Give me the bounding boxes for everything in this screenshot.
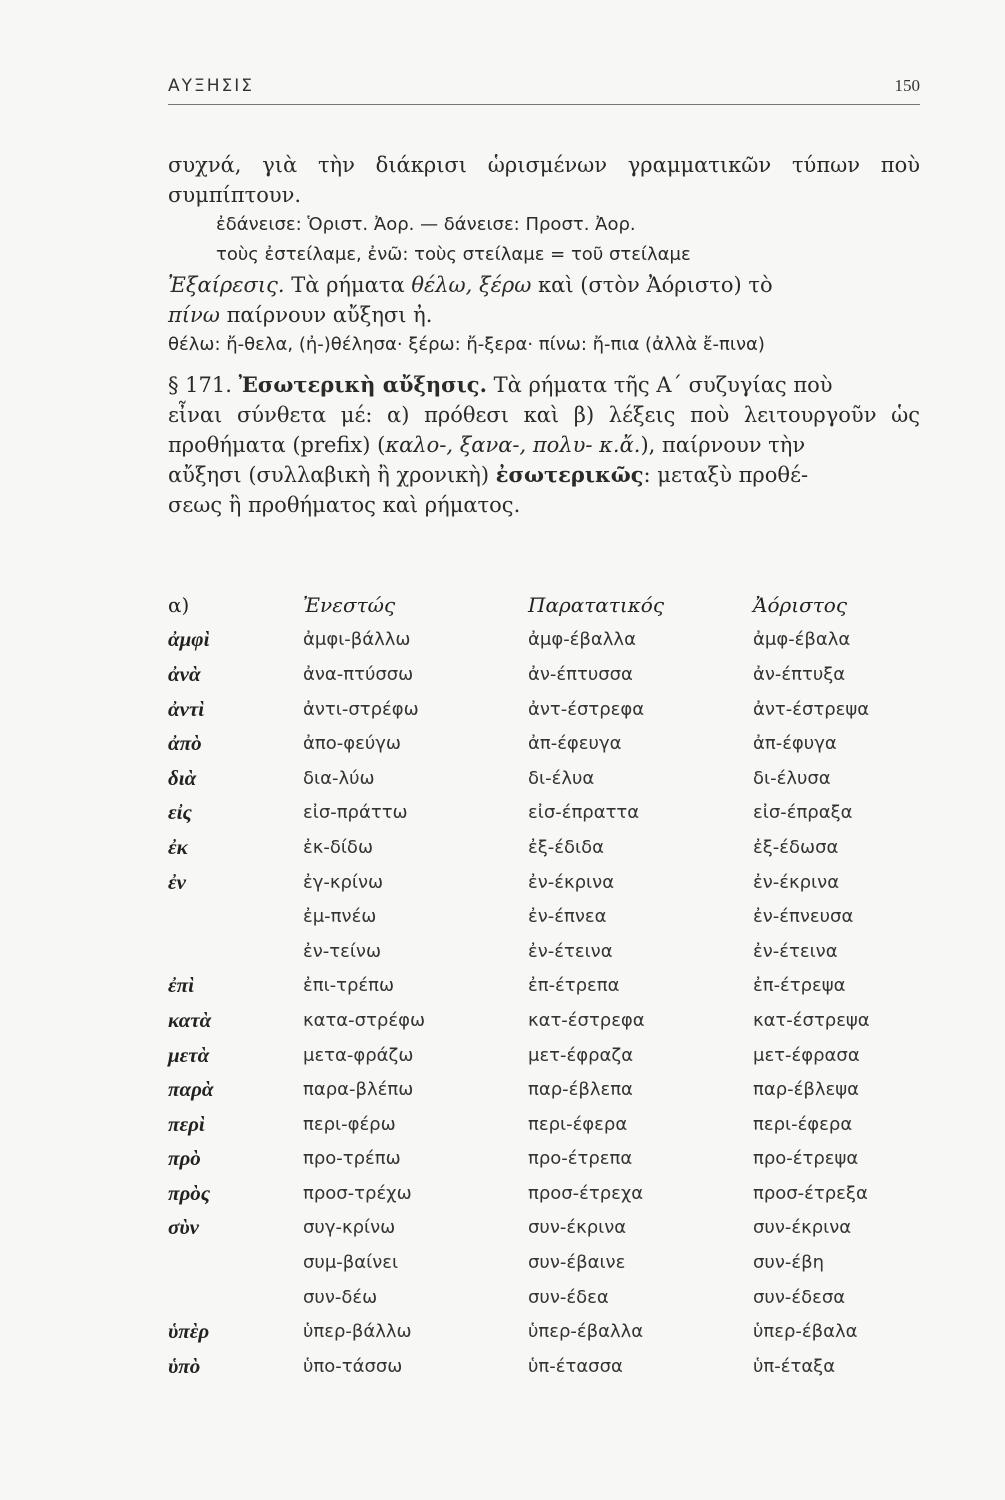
aorist-form-cell: συν-έβη — [753, 1252, 824, 1274]
table-row — [168, 726, 920, 761]
table-row — [168, 657, 920, 692]
verb-thelo: θέλω, — [411, 273, 473, 297]
table-row — [168, 1107, 920, 1142]
aorist-form-cell: μετ-έφρασα — [753, 1044, 860, 1066]
section-171-line-5: σεως ἢ προθήματος καὶ ρήματος. — [168, 493, 521, 517]
imperfect-form-cell: συν-έκρινα — [528, 1217, 627, 1239]
page-number: 150 — [894, 76, 920, 95]
table-row — [168, 865, 920, 900]
present-header: Ἐνεστώς — [303, 593, 396, 618]
section-171-line-3 — [168, 430, 920, 460]
preposition-cell: εἰς — [168, 800, 192, 825]
exceptions-forms: θέλω: ἤ-θελα, (ἠ-)θέλησα· ξέρω: ἤ-ξερα· πίνω: ἤ-πια (ἀλλὰ ἔ-πινα) — [168, 334, 765, 355]
table-label-header: α) — [168, 593, 190, 618]
preposition-cell: ἀπὸ — [168, 731, 202, 756]
present-form-cell: μετα-φράζω — [303, 1044, 414, 1066]
preposition-cell: ἀνὰ — [168, 661, 201, 686]
aorist-form-cell: περι-έφερα — [753, 1113, 853, 1135]
table-row — [168, 1245, 920, 1280]
imperfect-form-cell: μετ-έφραζα — [528, 1044, 634, 1066]
exceptions-text-2: καὶ (στὸν Ἀόριστο) τὸ — [538, 273, 773, 297]
preposition-cell: ὑπὲρ — [168, 1319, 210, 1344]
aorist-form-cell: ἐξ-έδωσα — [753, 836, 839, 858]
table-row — [168, 1314, 920, 1349]
aorist-form-cell: ὑπερ-έβαλα — [753, 1321, 858, 1343]
example-line-1: ἐδάνεισε: Ὁριστ. Ἀορ. — δάνεισε: Προστ. Ἀορ. — [216, 214, 636, 235]
present-form-cell: δια-λύω — [303, 767, 375, 789]
intro-line-2: συμπίπτουν. — [168, 183, 302, 207]
section-171-line-4 — [168, 460, 920, 490]
preposition-cell: πρὸς — [168, 1180, 211, 1205]
table-row — [168, 1349, 920, 1384]
present-form-cell: ὑπερ-βάλλω — [303, 1321, 412, 1343]
table-body — [168, 623, 920, 1384]
present-form-cell: ἀνα-πτύσσω — [303, 663, 414, 685]
preposition-cell: διὰ — [168, 765, 197, 790]
example-line-2: τοὺς ἐστείλαμε, ἐνῶ: τοὺς στείλαμε = τοῦ στείλαμε — [216, 244, 691, 265]
present-form-cell: ἐγ-κρίνω — [303, 871, 384, 893]
table-row — [168, 1072, 920, 1107]
table-row — [168, 830, 920, 865]
table-row — [168, 899, 920, 934]
section-171-line-4-c: : μεταξὺ προθέ- — [643, 463, 809, 487]
table-row — [168, 1003, 920, 1038]
section-171 — [168, 370, 920, 520]
aorist-form-cell: ἀν-έπτυξα — [753, 663, 846, 685]
imperfect-form-cell: δι-έλυα — [528, 767, 595, 789]
imperfect-form-cell: ὑπ-έτασσα — [528, 1355, 623, 1377]
imperfect-form-cell: ἐξ-έδιδα — [528, 836, 604, 858]
preposition-cell — [168, 899, 303, 934]
preposition-cell — [168, 1245, 303, 1280]
intro-line-1: συχνά, γιὰ τὴν διάκρισι ὡρισμένων γραμματικῶν τύπων ποὺ — [168, 153, 920, 177]
table-row — [168, 1211, 920, 1246]
preposition-cell: πρὸ — [168, 1146, 201, 1171]
present-form-cell: ἀπο-φεύγω — [303, 733, 401, 755]
aorist-form-cell: ἐν-έκρινα — [753, 871, 840, 893]
imperfect-form-cell: ἐν-έκρινα — [528, 871, 615, 893]
present-form-cell: συγ-κρίνω — [303, 1217, 396, 1239]
exceptions-line-1 — [168, 270, 920, 300]
present-form-cell: συμ-βαίνει — [303, 1252, 399, 1274]
present-form-cell: περι-φέρω — [303, 1113, 396, 1135]
imperfect-form-cell: προ-έτρεπα — [528, 1148, 633, 1170]
present-form-cell: ὑπο-τάσσω — [303, 1355, 403, 1377]
section-number: § 171. — [168, 373, 232, 397]
aorist-form-cell: ἀμφ-έβαλα — [753, 629, 851, 651]
imperfect-form-cell: ἐπ-έτρεπα — [528, 975, 620, 997]
section-171-line-1 — [168, 370, 920, 400]
present-form-cell: προσ-τρέχω — [303, 1182, 412, 1204]
section-171-line-3-b: ), παίρνουν τὴν — [640, 433, 806, 457]
preposition-cell: ἐν — [168, 869, 186, 894]
preposition-cell: ἐκ — [168, 834, 188, 859]
aorist-form-cell: κατ-έστρεψα — [753, 1009, 870, 1031]
imperfect-form-cell: εἰσ-έπραττα — [528, 802, 640, 824]
augment-forms-table — [168, 588, 920, 1384]
imperfect-form-cell: κατ-έστρεφα — [528, 1009, 645, 1031]
exceptions-text-1: Τὰ ρήματα — [291, 273, 405, 297]
table-row — [168, 1176, 920, 1211]
present-form-cell: ἀντι-στρέφω — [303, 698, 419, 720]
aorist-form-cell: παρ-έβλεψα — [753, 1079, 859, 1101]
table-row — [168, 692, 920, 727]
preposition-cell: κατὰ — [168, 1007, 212, 1032]
aorist-form-cell: προσ-έτρεξα — [753, 1182, 868, 1204]
table-row — [168, 934, 920, 969]
exceptions-text-3: παίρνουν αὔξησι ἠ. — [226, 303, 433, 327]
imperfect-form-cell: συν-έδεα — [528, 1286, 609, 1308]
present-form-cell: ἐμ-πνέω — [303, 906, 377, 928]
table-row — [168, 1142, 920, 1177]
preposition-cell: περὶ — [168, 1111, 205, 1136]
table-row — [168, 761, 920, 796]
imperfect-form-cell: περι-έφερα — [528, 1113, 628, 1135]
verb-xero: ξέρω — [479, 273, 532, 297]
aorist-form-cell: εἰσ-έπραξα — [753, 802, 853, 824]
verb-pino: πίνω — [168, 303, 220, 327]
running-title: ΑΥΞΗΣΙΣ — [168, 76, 255, 96]
imperfect-form-cell: ἐν-έτεινα — [528, 940, 613, 962]
imperfect-form-cell: ὑπερ-έβαλλα — [528, 1321, 644, 1343]
table-row — [168, 623, 920, 658]
section-171-line-1-rest: Τὰ ρήματα τῆς Α΄ συζυγίας ποὺ — [493, 373, 833, 397]
present-form-cell: κατα-στρέφω — [303, 1009, 426, 1031]
present-form-cell: ἐπι-τρέπω — [303, 975, 395, 997]
section-171-line-3-a: προθήματα (prefix) ( — [168, 433, 386, 457]
body-text — [168, 150, 920, 520]
present-form-cell: ἐκ-δίδω — [303, 836, 374, 858]
aorist-form-cell: προ-έτρεψα — [753, 1148, 859, 1170]
aorist-header: Ἀόριστος — [753, 593, 848, 618]
preposition-cell: μετὰ — [168, 1042, 210, 1067]
table-row — [168, 1038, 920, 1073]
preposition-cell: σὺν — [168, 1215, 199, 1240]
exceptions-label: Ἐξαίρεσις. — [168, 273, 285, 297]
preposition-cell — [168, 934, 303, 969]
prefix-examples: καλο-, ξανα-, πολυ- κ.ἄ. — [385, 433, 641, 457]
present-form-cell: προ-τρέπω — [303, 1148, 401, 1170]
preposition-cell: ἀντὶ — [168, 696, 205, 721]
section-171-line-2: εἶναι σύνθετα μέ: α) πρόθεσι καὶ β) λέξεις ποὺ λειτουργοῦν ὡς — [168, 403, 920, 427]
imperfect-form-cell: παρ-έβλεπα — [528, 1079, 633, 1101]
imperfect-form-cell: ἐν-έπνεα — [528, 906, 607, 928]
aorist-form-cell: ἀπ-έφυγα — [753, 733, 837, 755]
aorist-form-cell: συν-έκρινα — [753, 1217, 852, 1239]
table-row — [168, 1280, 920, 1315]
imperfect-form-cell: συν-έβαινε — [528, 1252, 626, 1274]
aorist-form-cell: δι-έλυσα — [753, 767, 831, 789]
preposition-cell: ἀμφὶ — [168, 627, 210, 652]
aorist-form-cell: συν-έδεσα — [753, 1286, 846, 1308]
table-row — [168, 796, 920, 831]
aorist-form-cell: ἐν-έπνευσα — [753, 906, 854, 928]
running-header — [168, 76, 920, 96]
present-form-cell: ἐν-τείνω — [303, 940, 382, 962]
preposition-cell — [168, 1280, 303, 1315]
table-header-row — [168, 588, 920, 623]
imperfect-form-cell: ἀμφ-έβαλλα — [528, 629, 636, 651]
aorist-form-cell: ἀντ-έστρεψα — [753, 698, 870, 720]
imperfect-form-cell: προσ-έτρεχα — [528, 1182, 644, 1204]
aorist-form-cell: ἐν-έτεινα — [753, 940, 838, 962]
present-form-cell: εἰσ-πράττω — [303, 802, 408, 824]
preposition-cell: ἐπὶ — [168, 973, 194, 998]
aorist-form-cell: ἐπ-έτρεψα — [753, 975, 846, 997]
internally-term: ἐσωτερικῶς — [495, 462, 644, 487]
section-171-line-4-a: αὔξησι (συλλαβικὴ ἢ χρονικὴ) — [168, 463, 490, 487]
imperfect-form-cell: ἀπ-έφευγα — [528, 733, 622, 755]
preposition-cell: ὑπὸ — [168, 1353, 201, 1378]
exceptions-line-2 — [168, 300, 920, 330]
section-heading: Ἐσωτερικὴ αὔξησις. — [238, 372, 487, 397]
present-form-cell: ἀμφι-βάλλω — [303, 629, 411, 651]
present-form-cell: παρα-βλέπω — [303, 1079, 414, 1101]
header-rule — [168, 104, 920, 105]
imperfect-form-cell: ἀντ-έστρεφα — [528, 698, 645, 720]
present-form-cell: συν-δέω — [303, 1286, 378, 1308]
imperfect-header: Παρατατικός — [528, 593, 665, 618]
imperfect-form-cell: ἀν-έπτυσσα — [528, 663, 633, 685]
preposition-cell: παρὰ — [168, 1077, 214, 1102]
aorist-form-cell: ὑπ-έταξα — [753, 1355, 836, 1377]
table-row — [168, 969, 920, 1004]
